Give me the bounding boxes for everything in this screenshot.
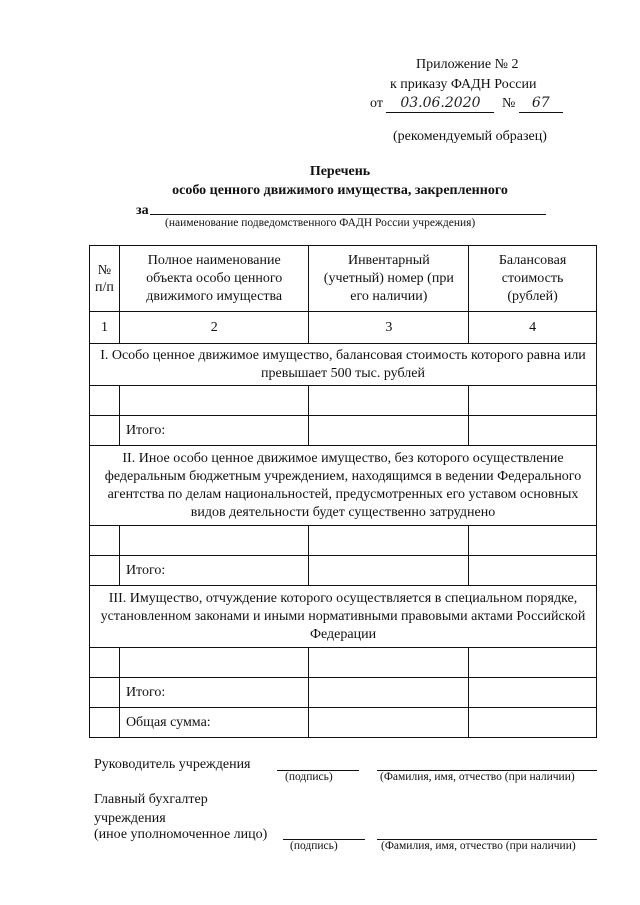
order-date-line xyxy=(370,94,590,113)
for-label: за xyxy=(136,203,149,218)
header-name: Полное наименование объекта особо ценного движимого имущества xyxy=(119,246,309,312)
head-signature-hint: (подпись) xyxy=(285,771,333,783)
chief-signature-hint: (подпись) xyxy=(290,840,338,852)
section-3-heading: III. Имущество, отчуждение которого осуществляется в специальном порядке, установленном законами и иными нормативными правовыми актами Российской Федерации xyxy=(90,586,597,648)
table-cell[interactable] xyxy=(90,526,120,556)
section-1-heading-row xyxy=(90,344,597,386)
table-cell[interactable] xyxy=(309,386,469,416)
table-cell[interactable] xyxy=(309,708,469,738)
institution-name-field[interactable] xyxy=(150,213,546,215)
document-subtitle: особо ценного движимого имущества, закрепленного xyxy=(172,183,508,198)
table-cell[interactable] xyxy=(119,386,309,416)
order-date: 03.06.2020 xyxy=(386,94,494,113)
document-title: Перечень xyxy=(309,164,371,179)
table-cell[interactable] xyxy=(469,648,597,678)
section-3-total-row xyxy=(90,678,597,708)
table-cell xyxy=(90,708,120,738)
section-3-heading-row xyxy=(90,586,597,648)
section-1-total-value[interactable] xyxy=(469,416,597,446)
section-2-heading-row xyxy=(90,446,597,526)
table-cell[interactable] xyxy=(469,386,597,416)
table-cell[interactable] xyxy=(309,678,469,708)
recommended-sample-note: (рекомендуемый образец) xyxy=(393,129,547,144)
column-numbers-row xyxy=(90,312,597,344)
section-3-total-label: Итого: xyxy=(119,678,309,708)
chief-name-hint: (Фамилия, имя, отчество (при наличии) xyxy=(381,840,576,852)
table-cell[interactable] xyxy=(119,648,309,678)
col-number-2: 2 xyxy=(119,312,309,344)
table-cell[interactable] xyxy=(119,526,309,556)
table-cell xyxy=(90,556,120,586)
appendix-number: Приложение № 2 xyxy=(416,57,519,72)
table-cell[interactable] xyxy=(90,648,120,678)
table-cell[interactable] xyxy=(309,648,469,678)
table-cell xyxy=(90,678,120,708)
chief-accountant-label-2: учреждения xyxy=(94,811,166,826)
number-label: № xyxy=(501,96,516,111)
order-reference: к приказу ФАДН России xyxy=(390,77,537,92)
table-header-row xyxy=(90,246,597,312)
grand-total-row xyxy=(90,708,597,738)
section-2-total-value[interactable] xyxy=(469,556,597,586)
header-inventory: Инвентарный (учетный) номер (при его наличии) xyxy=(309,246,469,312)
header-cost: Балансовая стоимость (рублей) xyxy=(469,246,597,312)
grand-total-value[interactable] xyxy=(469,708,597,738)
institution-name-hint: (наименование подведомственного ФАДН России учреждения) xyxy=(165,217,476,229)
header-num: № п/п xyxy=(90,246,120,312)
grand-total-label: Общая сумма: xyxy=(119,708,309,738)
head-of-institution-label: Руководитель учреждения xyxy=(94,757,251,772)
table-cell[interactable] xyxy=(469,526,597,556)
section-1-total-label: Итого: xyxy=(119,416,309,446)
order-number: 67 xyxy=(519,94,563,113)
table-cell[interactable] xyxy=(90,386,120,416)
table-cell[interactable] xyxy=(309,416,469,446)
col-number-4: 4 xyxy=(469,312,597,344)
table-cell[interactable] xyxy=(309,556,469,586)
col-number-3: 3 xyxy=(309,312,469,344)
head-name-hint: (Фамилия, имя, отчество (при наличии) xyxy=(380,771,575,783)
section-2-total-label: Итого: xyxy=(119,556,309,586)
section-1-heading: I. Особо ценное движимое имущество, балансовая стоимость которого равна или превышает 500 тыс. рублей xyxy=(90,344,597,386)
section-1-total-row xyxy=(90,416,597,446)
table-cell xyxy=(90,416,120,446)
from-label: от xyxy=(370,96,383,111)
chief-accountant-label-3: (иное уполномоченное лицо) xyxy=(94,827,268,842)
col-number-1: 1 xyxy=(90,312,120,344)
chief-accountant-label-1: Главный бухгалтер xyxy=(94,792,208,807)
section-2-data-row[interactable] xyxy=(90,526,597,556)
section-1-data-row[interactable] xyxy=(90,386,597,416)
section-3-total-value[interactable] xyxy=(469,678,597,708)
section-2-total-row xyxy=(90,556,597,586)
section-2-heading: II. Иное особо ценное движимое имущество, без которого осуществление федеральным бюджетным учреждением, находящимся в ведении Федерального агентства по делам национальностей, предусмотренных его уставом основных видов деятельности будет существенно затруднено xyxy=(90,446,597,526)
section-3-data-row[interactable] xyxy=(90,648,597,678)
table-cell[interactable] xyxy=(309,526,469,556)
property-table xyxy=(89,245,597,738)
